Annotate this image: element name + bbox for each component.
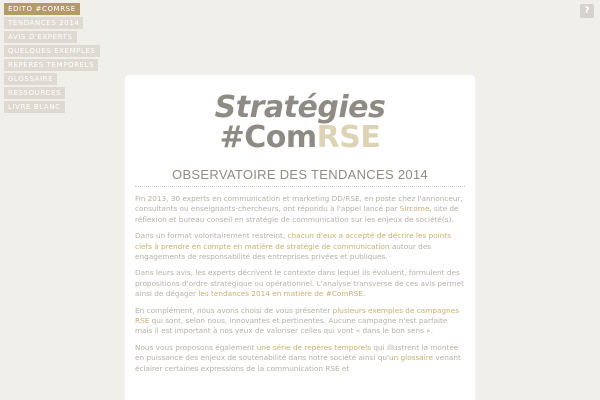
glossaire-link[interactable]: un glossaire — [388, 353, 434, 363]
paragraph-format — [135, 231, 465, 262]
page-title: OBSERVATOIRE DES TENDANCES 2014 — [172, 167, 428, 182]
nav-item-livre-blanc[interactable]: LIVRE BLANC — [4, 101, 65, 113]
paragraph-complement — [135, 306, 465, 337]
nav-item-ressources[interactable]: RESSOURCES — [4, 87, 65, 99]
logo-hash-com: #Com — [219, 120, 317, 155]
avis-experts-link[interactable]: chacun d'eux a accepté de décrire les points clefs à prendre en compte en matière de stratégie de communication — [135, 231, 451, 251]
nav-item-glossaire[interactable]: GLOSSAIRE — [4, 73, 57, 85]
nav-item-reperes[interactable]: REPÈRES TEMPORELS — [4, 59, 98, 71]
sircome-link[interactable]: Sircome — [399, 204, 430, 214]
logo — [125, 90, 475, 155]
paragraph-reperes — [135, 343, 465, 374]
article-body — [125, 187, 475, 374]
text: qui sont, selon nous, innovantes et pertinentes. Aucune campagne n'est parfaite mais il est important à nos yeux de valoriser celles qui vont « dans le bon sens ». — [135, 316, 448, 336]
help-button[interactable]: ? — [580, 4, 594, 18]
text: Nous vous proposons également — [135, 342, 257, 352]
tendances-link[interactable]: les tendances 2014 en matière de #ComRSE — [198, 289, 363, 299]
exemples-link[interactable]: plusieurs exemples de campagnes RSE — [135, 305, 459, 326]
paragraph-intro — [135, 194, 465, 225]
reperes-link[interactable]: une série de repères temporels — [256, 342, 372, 352]
text: autour des engagements de responsabilité des entreprises privées et publiques. — [135, 241, 432, 262]
text: Dans un format volontairement restreint, — [135, 231, 288, 241]
logo-rse: RSE — [316, 120, 381, 155]
text: Fin 2013, 30 experts en communication et marketing DD/RSE, en poste chez l'annonceur, consultants ou enseignants-chercheurs, ont répondu à l'appel lancé par — [135, 194, 463, 214]
logo-comrse — [125, 120, 475, 155]
nav-item-edito[interactable]: EDITO #COMRSE — [4, 3, 80, 15]
content-card — [125, 75, 475, 400]
text: venant éclairer certaines expressions de la communication RSE et — [135, 353, 461, 373]
text: Dans leurs avis, les experts décrivent le contexte dans lequel ils évoluent, formulent des propositions d'ordre stratégique ou opérationnel. L'analyse transverse de ces avis permet ainsi de dégager — [135, 268, 464, 299]
text: qui illustrent la montée en puissance des enjeux de soutenabilité dans notre société ainsi qu' — [135, 342, 459, 363]
text: , site de réflexion et bureau conseil en stratégie de communication sur les enjeux de société(s). — [135, 204, 459, 224]
main-nav — [4, 3, 100, 113]
paragraph-avis — [135, 268, 465, 299]
text: En complément, nous avons choisi de vous présenter — [135, 305, 333, 315]
nav-item-exemples[interactable]: QUELQUES EXEMPLES — [4, 45, 100, 57]
logo-strategies: Stratégies — [214, 90, 386, 125]
nav-item-avis-experts[interactable]: AVIS D'EXPERTS — [4, 31, 77, 43]
text: . — [362, 289, 366, 299]
nav-item-tendances[interactable]: TENDANCES 2014 — [4, 17, 83, 29]
